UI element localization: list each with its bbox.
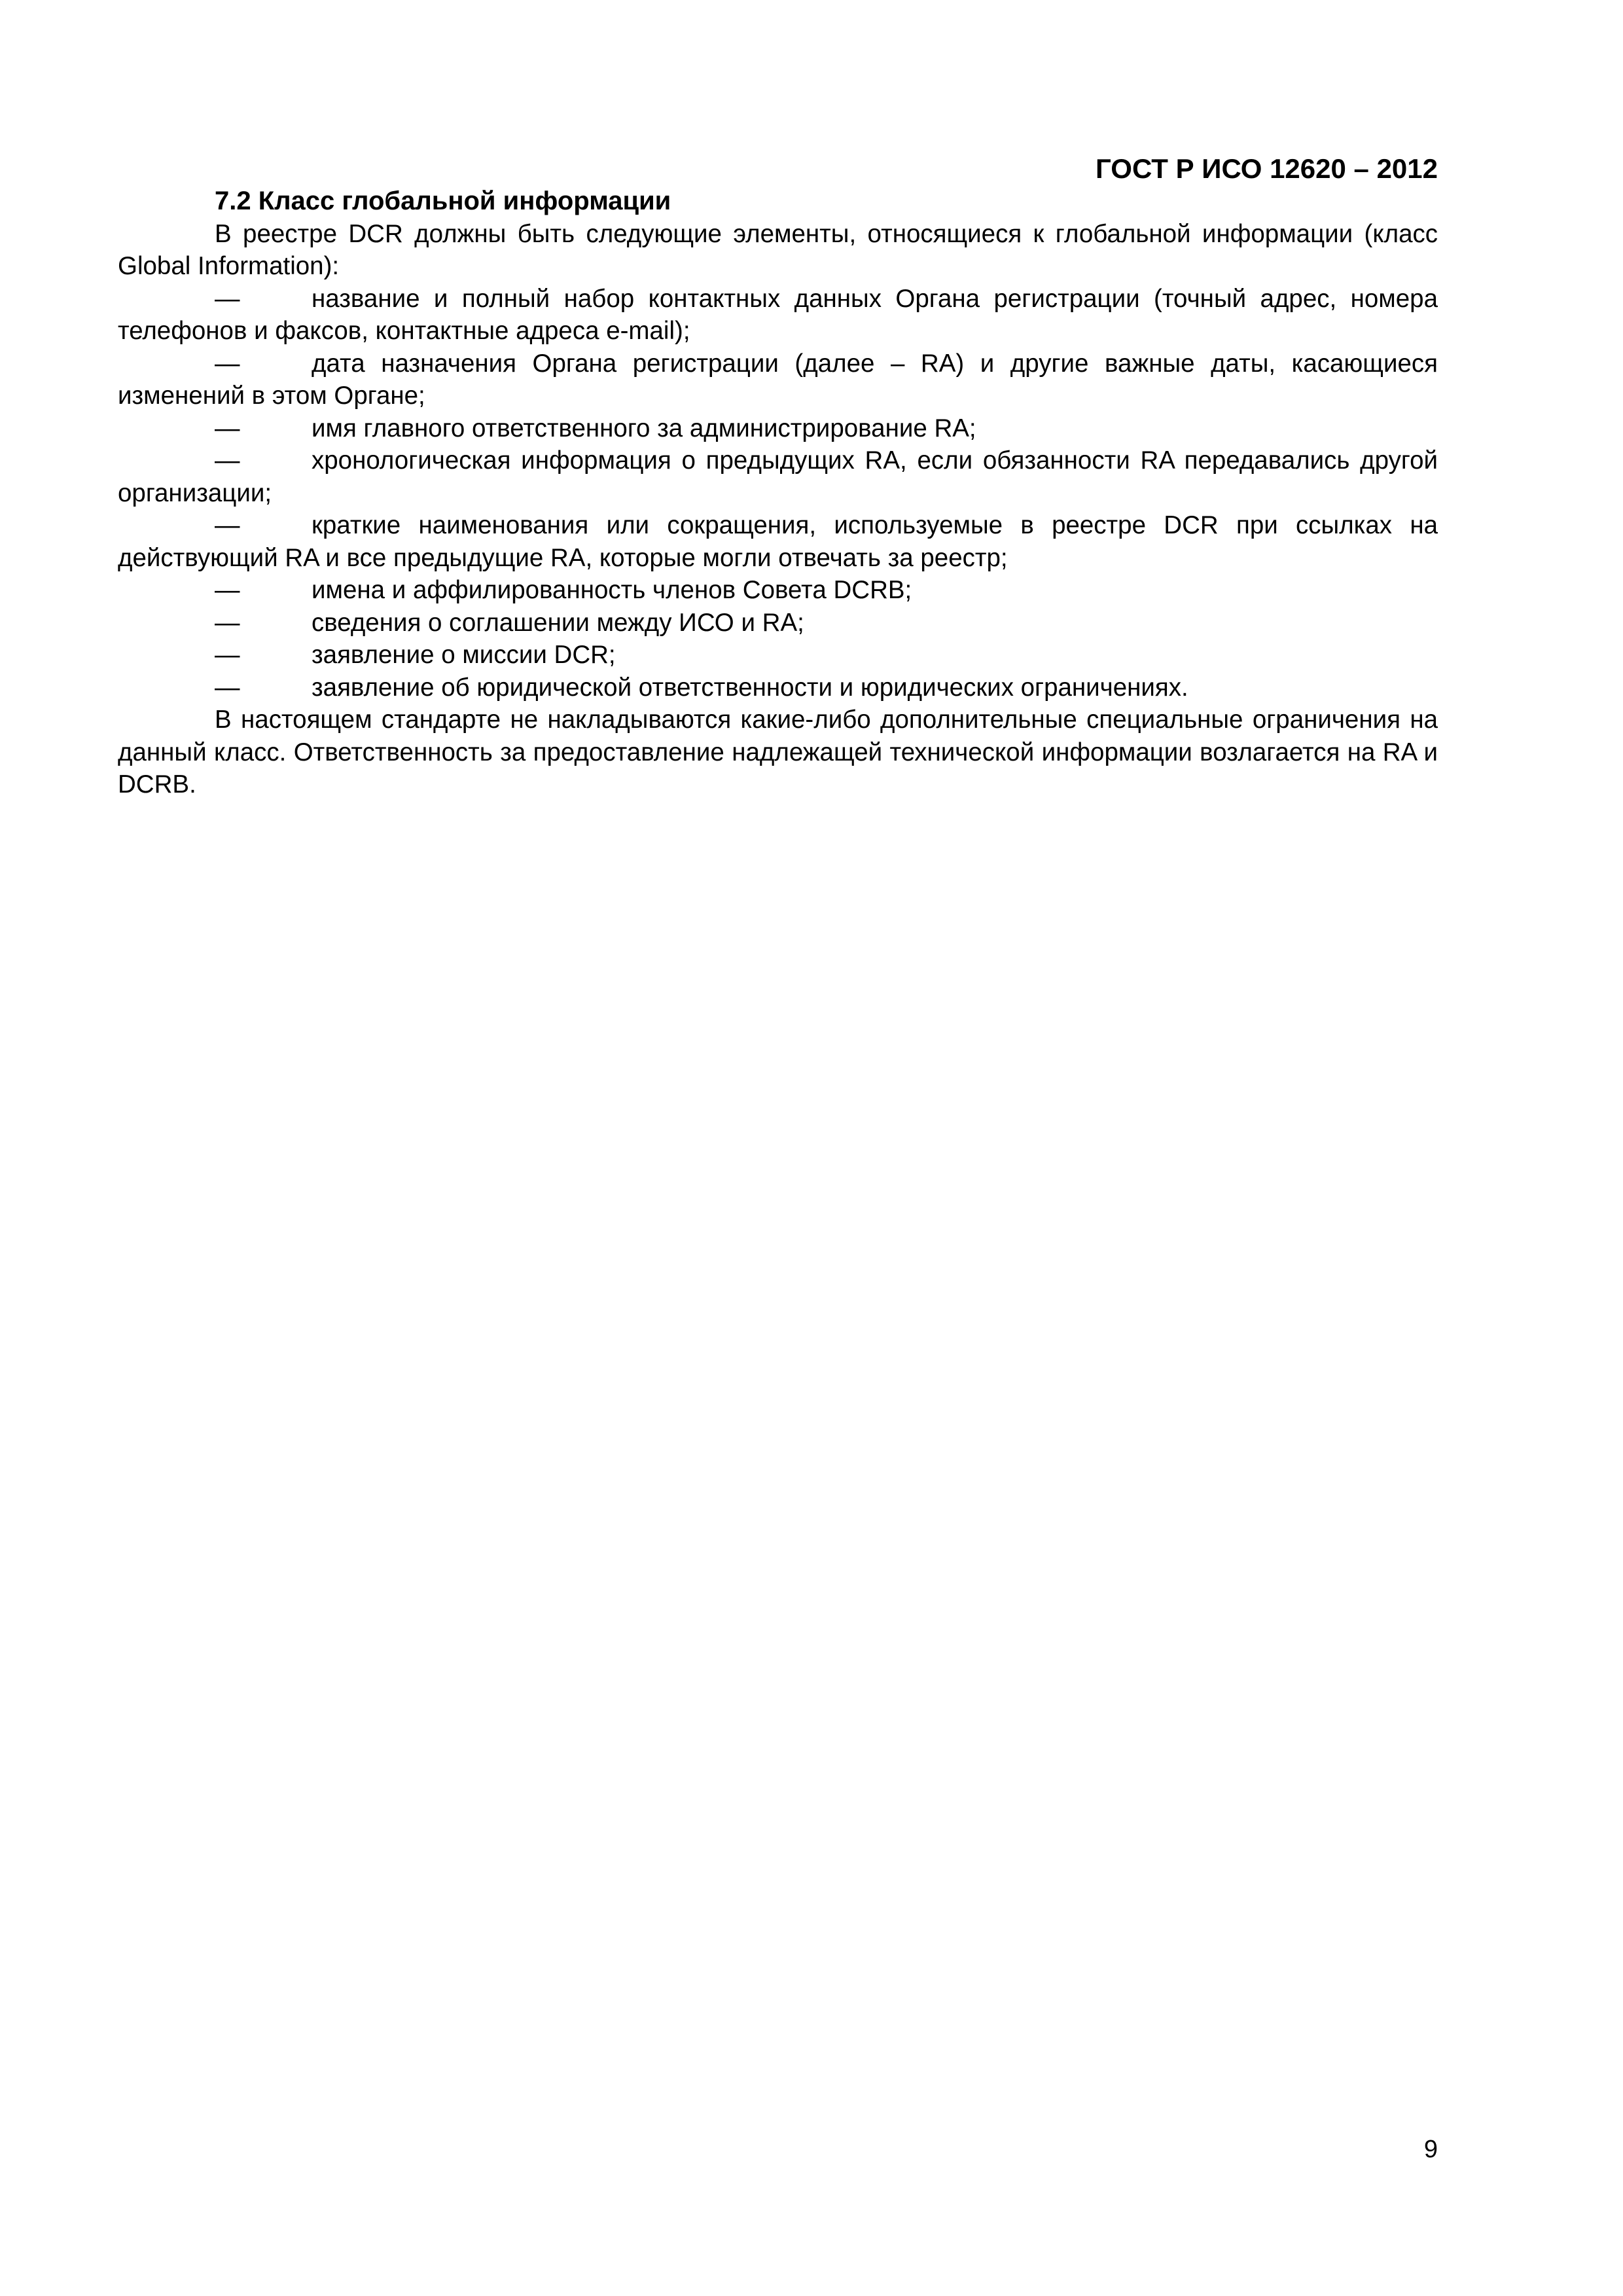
list-item-text: название и полный набор контактных данных Органа регистрации (точный адрес, номера телефонов и факсов, контактные адреса e-mail);: [118, 284, 1438, 345]
list-item: [118, 574, 1438, 607]
global-info-list: [118, 283, 1438, 704]
dash-marker: —: [215, 446, 240, 475]
list-item: [118, 444, 1438, 509]
list-item-text: хронологическая информация о предыдущих RA, если обязанности RA передавались другой организации;: [118, 446, 1438, 507]
dash-marker: —: [215, 414, 240, 442]
list-item-text: краткие наименования или сокращения, используемые в реестре DCR при ссылках на действующий RA и все предыдущие RA, которые могли отвечать за реестр;: [118, 511, 1438, 572]
list-item-text: заявление о миссии DCR;: [312, 641, 616, 669]
dash-marker: —: [215, 608, 240, 637]
list-item: [118, 672, 1438, 704]
page-number: 9: [1423, 2136, 1438, 2163]
dash-marker: —: [215, 511, 240, 539]
list-item: [118, 509, 1438, 574]
document-code-header: ГОСТ Р ИСО 12620 – 2012: [1096, 153, 1438, 184]
list-item: [118, 412, 1438, 445]
dash-marker: —: [215, 284, 240, 313]
closing-paragraph: В настоящем стандарте не накладываются какие-либо дополнительные специальные ограничения на данный класс. Ответственность за предоставление надлежащей технической информации возлагается на RA и DCRB.: [118, 706, 1438, 798]
section-heading: 7.2 Класс глобальной информации: [215, 187, 671, 215]
dash-marker: —: [215, 349, 240, 378]
intro-paragraph: В реестре DCR должны быть следующие элементы, относящиеся к глобальной информации (класс Global Information):: [118, 219, 1438, 280]
list-item-text: дата назначения Органа регистрации (далее – RA) и другие важные даты, касающиеся изменений в этом Органе;: [118, 349, 1438, 410]
list-item: [118, 283, 1438, 348]
page-content: [118, 185, 1438, 801]
list-item-text: сведения о соглашении между ИСО и RA;: [312, 608, 804, 637]
list-item: [118, 607, 1438, 639]
list-item: [118, 348, 1438, 412]
list-item-text: заявление об юридической ответственности и юридических ограничениях.: [312, 673, 1188, 702]
dash-marker: —: [215, 673, 240, 702]
list-item: [118, 639, 1438, 672]
dash-marker: —: [215, 576, 240, 604]
list-item-text: имя главного ответственного за администрирование RA;: [312, 414, 976, 442]
dash-marker: —: [215, 641, 240, 669]
list-item-text: имена и аффилированность членов Совета DCRB;: [312, 576, 912, 604]
